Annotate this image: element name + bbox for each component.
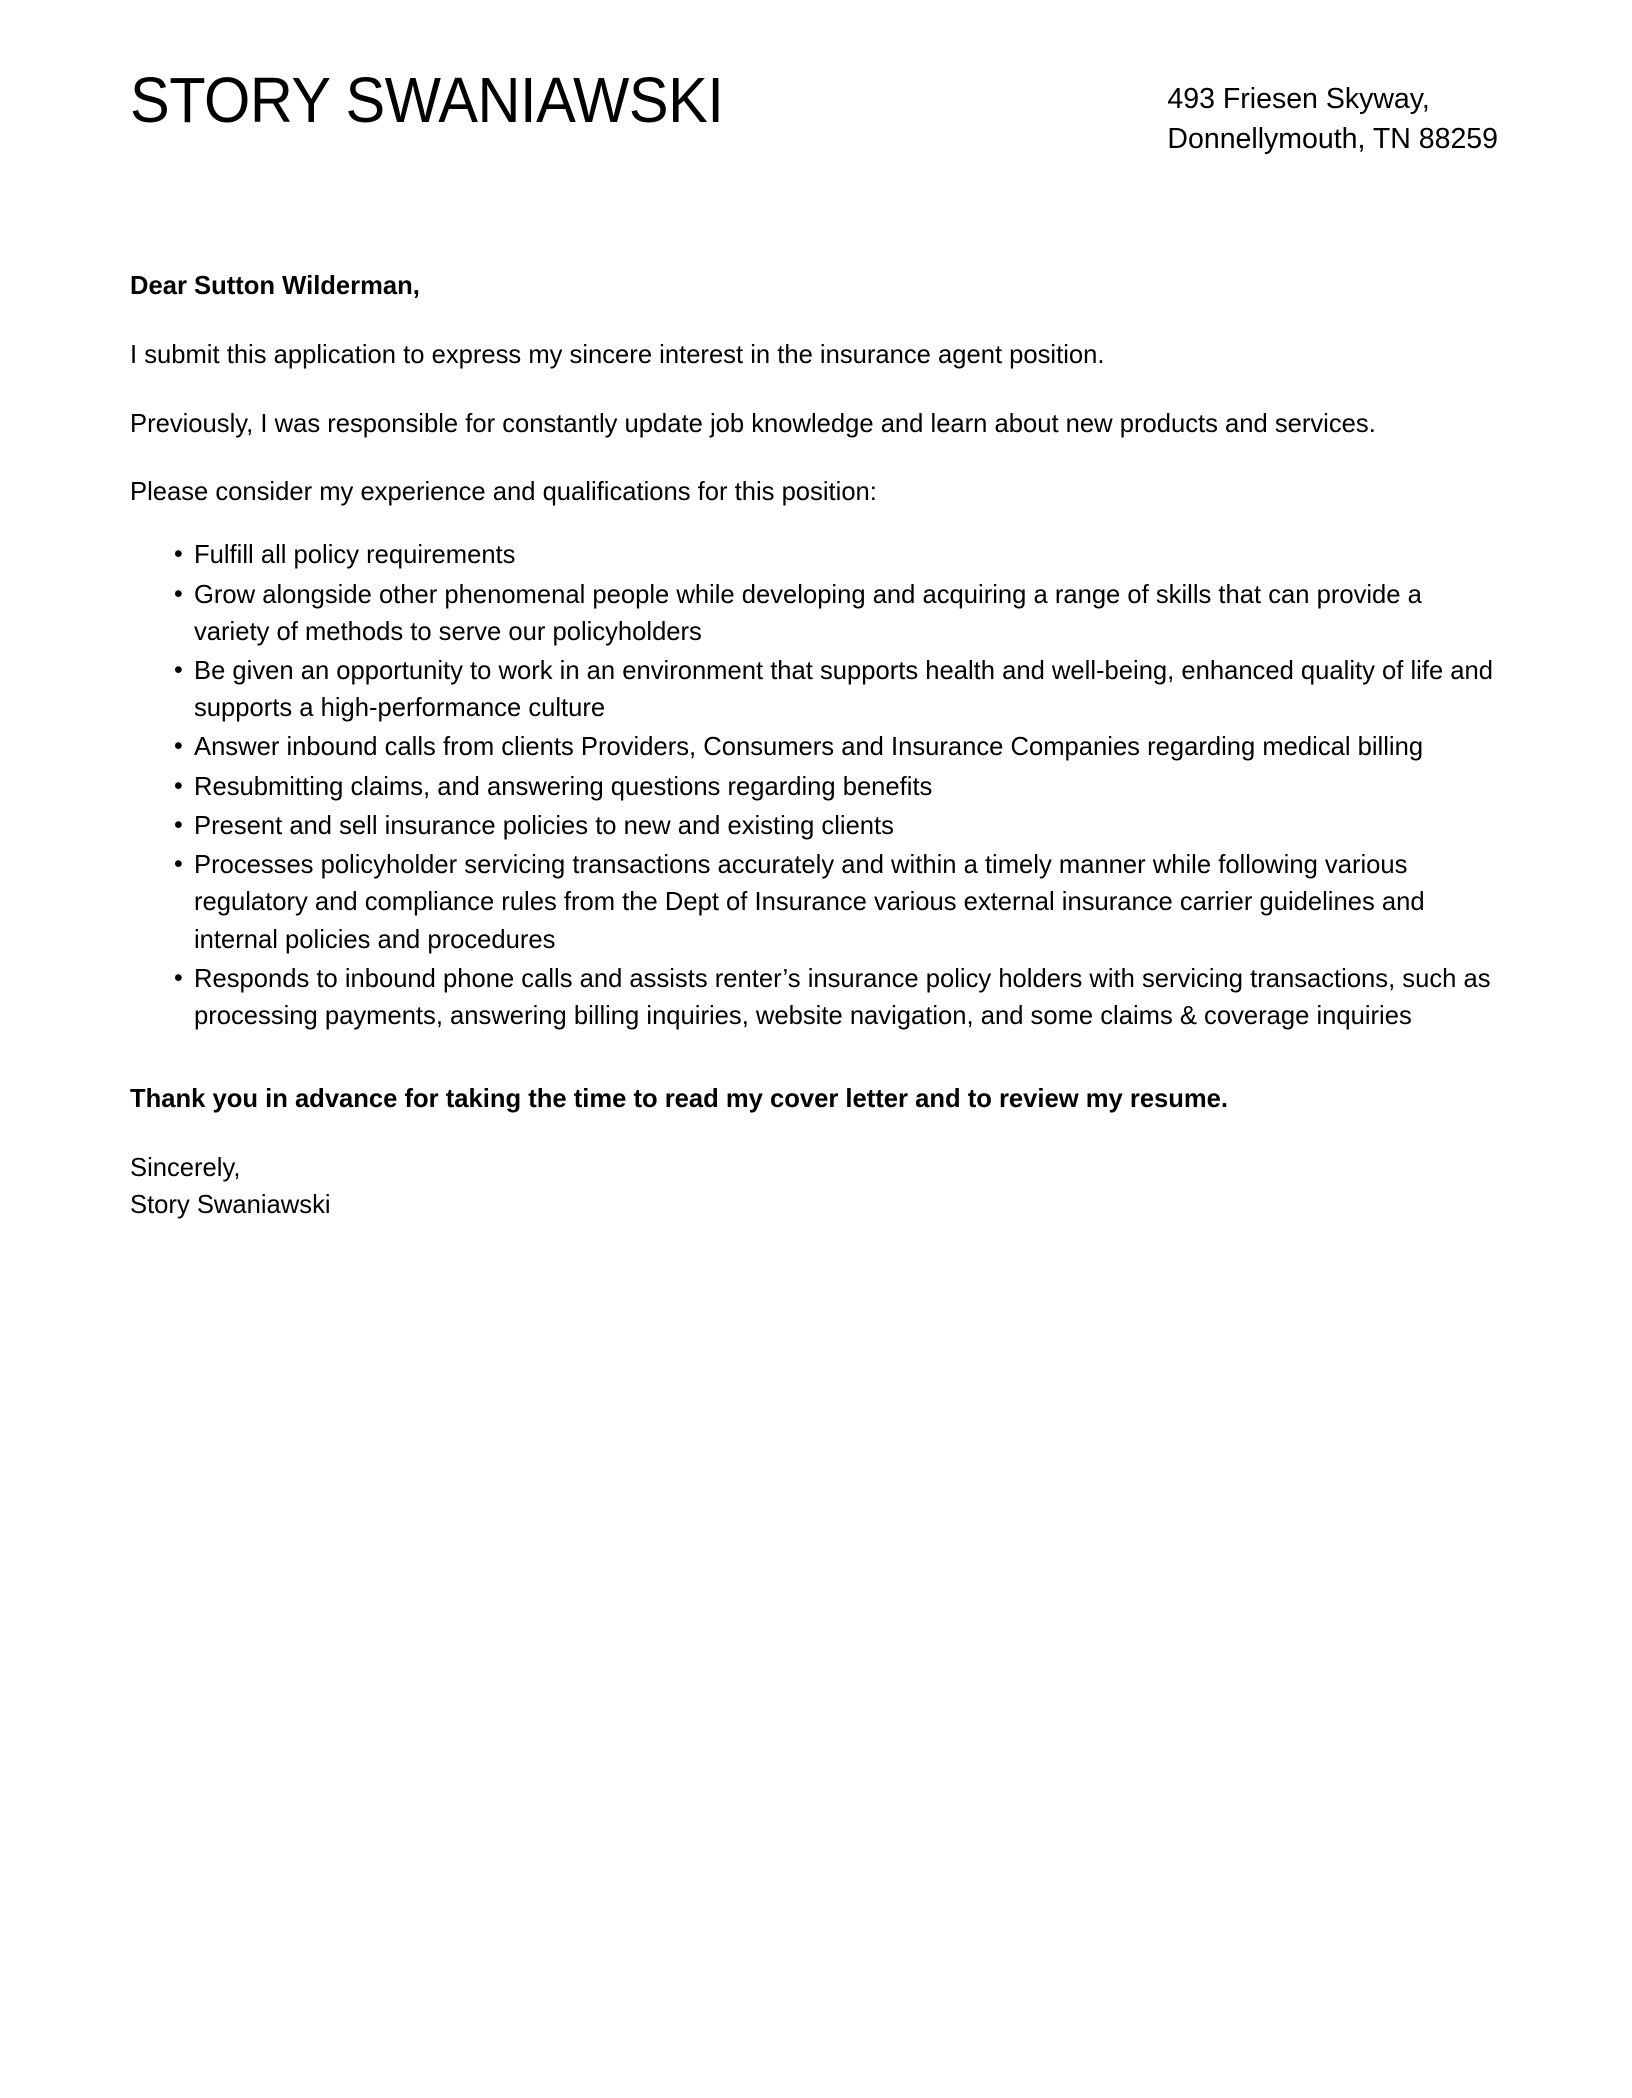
list-item: • Grow alongside other phenomenal people while developing and acquiring a range of skills that can provide a variety of methods to serve our policyholders (174, 577, 1500, 651)
address-block (1167, 66, 1498, 160)
list-item: • Processes policyholder servicing transactions accurately and within a timely manner while following various regulatory and compliance rules from the Dept of Insurance various external insurance carrier guidelines and internal policies and procedures (174, 847, 1500, 959)
paragraph-intent: I submit this application to express my sincere interest in the insurance agent position. (130, 340, 1105, 369)
sign-off: Sincerely, (130, 1154, 241, 1183)
name-block (130, 64, 768, 136)
address-line-1: 493 Friesen Skyway, (1167, 83, 1430, 115)
closing-statement: Thank you in advance for taking the time to read my cover letter and to review my resume. (130, 1085, 1229, 1114)
list-item: • Resubmitting claims, and answering questions regarding benefits (174, 769, 1500, 806)
qualifications-list (130, 537, 1500, 1035)
letter-header (130, 60, 1500, 160)
signature-block (130, 1150, 1500, 1224)
signature-name: Story Swaniawski (130, 1191, 331, 1220)
salutation: Dear Sutton Wilderman, (130, 271, 420, 300)
list-item: • Answer inbound calls from clients Providers, Consumers and Insurance Companies regarding medical billing (174, 729, 1500, 766)
qualifications-intro: Please consider my experience and qualifications for this position: (130, 478, 877, 507)
list-item: • Present and sell insurance policies to new and existing clients (174, 808, 1500, 845)
candidate-name: STORY SWANIAWSKI (130, 64, 724, 136)
address-line-2: Donnellymouth, TN 88259 (1167, 123, 1498, 156)
paragraph-experience: Previously, I was responsible for constantly update job knowledge and learn about new products and services. (130, 409, 1376, 438)
letter-body (130, 268, 1500, 1224)
list-item: • Responds to inbound phone calls and assists renter’s insurance policy holders with servicing transactions, such as processing payments, answering billing inquiries, website navigation, and some claims & coverage inquiries (174, 961, 1500, 1035)
list-item: • Fulfill all policy requirements (174, 537, 1500, 574)
list-item: • Be given an opportunity to work in an environment that supports health and well-being, enhanced quality of life and supports a high-performance culture (174, 653, 1500, 727)
